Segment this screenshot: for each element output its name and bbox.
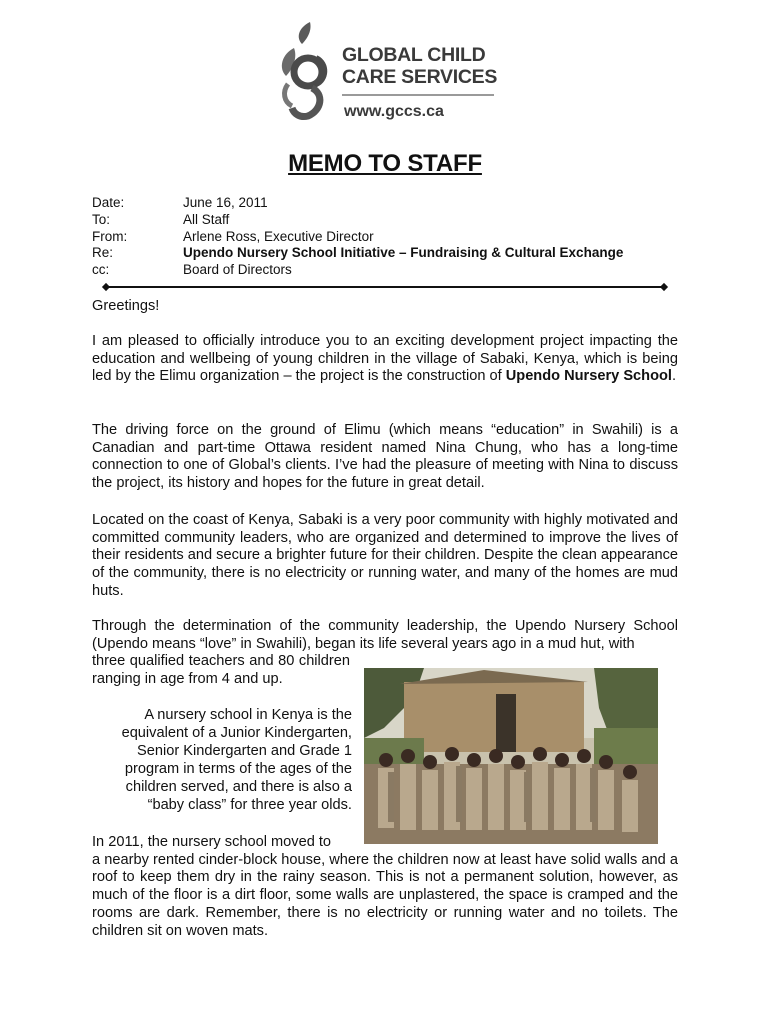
field-value: June 16, 2011 [183, 195, 268, 210]
field-label: Date: [92, 195, 125, 210]
field-label: Re: [92, 245, 114, 261]
photo-caption-text: A nursery school in Kenya is the equivalent of a Junior Kindergarten, Senior Kindergarten and Grade 1 program in terms of the ages of the children served, and there is also a “baby class” for three year olds. [121, 707, 352, 813]
school-name-bold: Upendo Nursery School [505, 368, 672, 385]
divider-end-right [660, 283, 668, 291]
field-cc [92, 262, 623, 279]
logo-company-name [342, 44, 497, 88]
paragraph-5 [92, 834, 678, 940]
divider-end-left [102, 283, 110, 291]
divider-line [106, 286, 664, 288]
field-re [92, 245, 623, 262]
field-label: From: [92, 228, 128, 244]
paragraph-4-text: Through the determination of the community leadership, the Upendo Nursery School (Upendo means “love” in Swahili), began its life several years ago in a mud hut, with [92, 618, 678, 652]
memo-header-fields [92, 195, 623, 279]
paragraph-4-wrapped: three qualified teachers and 80 children ranging in age from 4 and up. [92, 653, 350, 688]
field-from [92, 229, 623, 246]
paragraph-3: Located on the coast of Kenya, Sabaki is a very poor community with highly motivated and committed community leaders, who are organized and determined to improve the lives of their residents and secure a brighter future for their children. Despite the clean appearance of the community, there is no electricity or running water, and many of the homes are mud huts. [92, 512, 678, 599]
field-label: To: [92, 211, 111, 227]
logo-rule [342, 94, 494, 96]
field-value: All Staff [183, 211, 230, 227]
memo-title: MEMO TO STAFF [288, 150, 482, 177]
paragraph-5-wrapped: In 2011, the nursery school moved to [92, 834, 332, 850]
paragraph-2: The driving force on the ground of Elimu (which means “education” in Swahili) is a Canadian and part-time Ottawa resident named Nina Chung, who has a long-time connection to one of Global’s clients. I’ve had the pleasure of meeting with Nina to discuss the project, its history and hopes for the future in great detail. [92, 422, 678, 492]
school-children-photo [364, 668, 658, 844]
logo-url[interactable]: www.gccs.ca [344, 103, 444, 120]
greeting: Greetings! [92, 298, 160, 314]
field-date [92, 195, 623, 212]
field-label: cc: [92, 262, 110, 278]
gccs-logo-mark-icon [272, 18, 342, 126]
field-value: Arlene Ross, Executive Director [183, 228, 374, 244]
paragraph-1-end: . [671, 368, 677, 385]
logo-name-line-2: CARE SERVICES [342, 66, 498, 88]
header-divider [102, 283, 668, 291]
field-value: Board of Directors [183, 262, 292, 278]
paragraph-1-text: I am pleased to officially introduce you to an exciting development project impacting the education and wellbeing of young children in the village of Sabaki, Kenya, which is being led by the Elimu organization – the project is the construction of [92, 333, 678, 385]
gccs-logo [272, 18, 502, 128]
paragraph-5-text: a nearby rented cinder-block house, where the children now at least have solid walls and a roof to keep them dry in the rainy season. This is not a permanent solution, however, as much of the floor is a dirt floor, some walls are unplastered, the space is cramped and the rooms are dark. Remember, there is no electricity or running water and no toilets. The children sit on woven mats. [92, 851, 678, 939]
paragraph-1 [92, 333, 678, 386]
field-to [92, 212, 623, 229]
field-value: Upendo Nursery School Initiative – Fundraising & Cultural Exchange [183, 245, 624, 261]
logo-name-line-1: GLOBAL CHILD [342, 44, 486, 66]
